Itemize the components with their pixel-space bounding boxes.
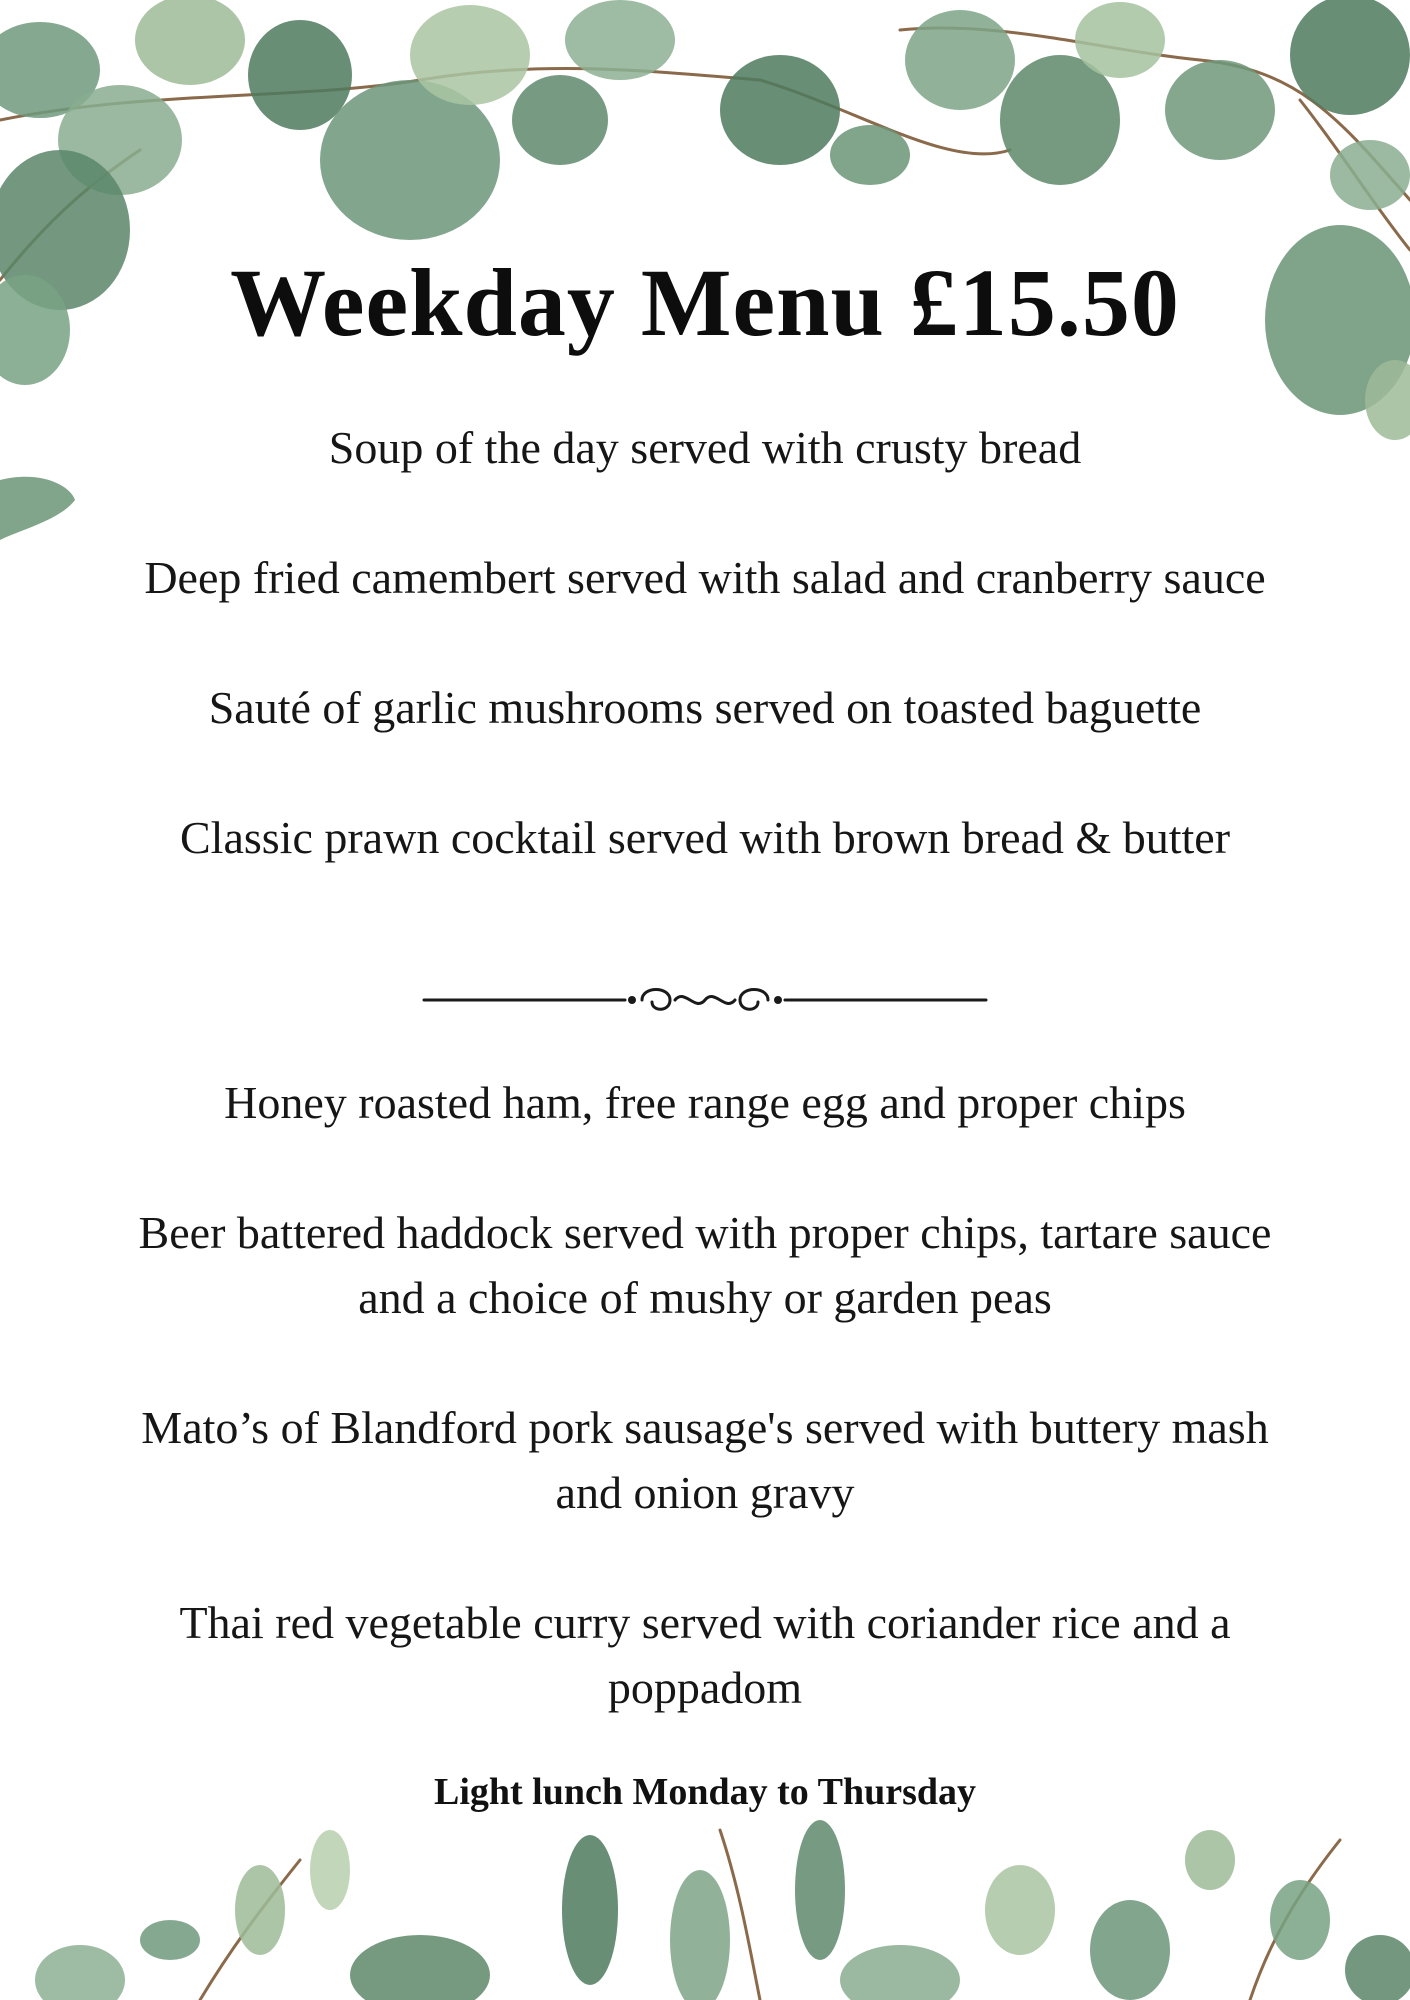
menu-item: Deep fried camembert served with salad and cranberry sauce (144, 552, 1266, 603)
mains-list (110, 1070, 1300, 1720)
menu-item: Honey roasted ham, free range egg and proper chips (224, 1077, 1186, 1128)
light-lunch-note: Light lunch Monday to Thursday (433, 1771, 977, 1813)
eucalyptus-top-illustration (0, 0, 1410, 440)
starters-list (110, 415, 1300, 870)
menu-item: Beer battered haddock served with proper chips, tartare sauce and a choice of mushy or garden peas (138, 1207, 1272, 1323)
menu-item: Mato’s of Blandford pork sausage's served with buttery mash and onion gravy (141, 1402, 1269, 1518)
ornamental-divider (420, 978, 990, 1022)
eucalyptus-bottom-illustration (0, 1800, 1410, 2000)
menu-item: Soup of the day served with crusty bread (328, 422, 1082, 473)
menu-title: Weekday Menu £15.50 (230, 249, 1180, 356)
menu-item: Sauté of garlic mushrooms served on toasted baguette (208, 682, 1202, 733)
menu-item: Thai red vegetable curry served with coriander rice and a poppadom (179, 1597, 1231, 1713)
menu-item: Classic prawn cocktail served with brown bread & butter (179, 812, 1231, 863)
eucalyptus-side-leaf (0, 460, 120, 560)
